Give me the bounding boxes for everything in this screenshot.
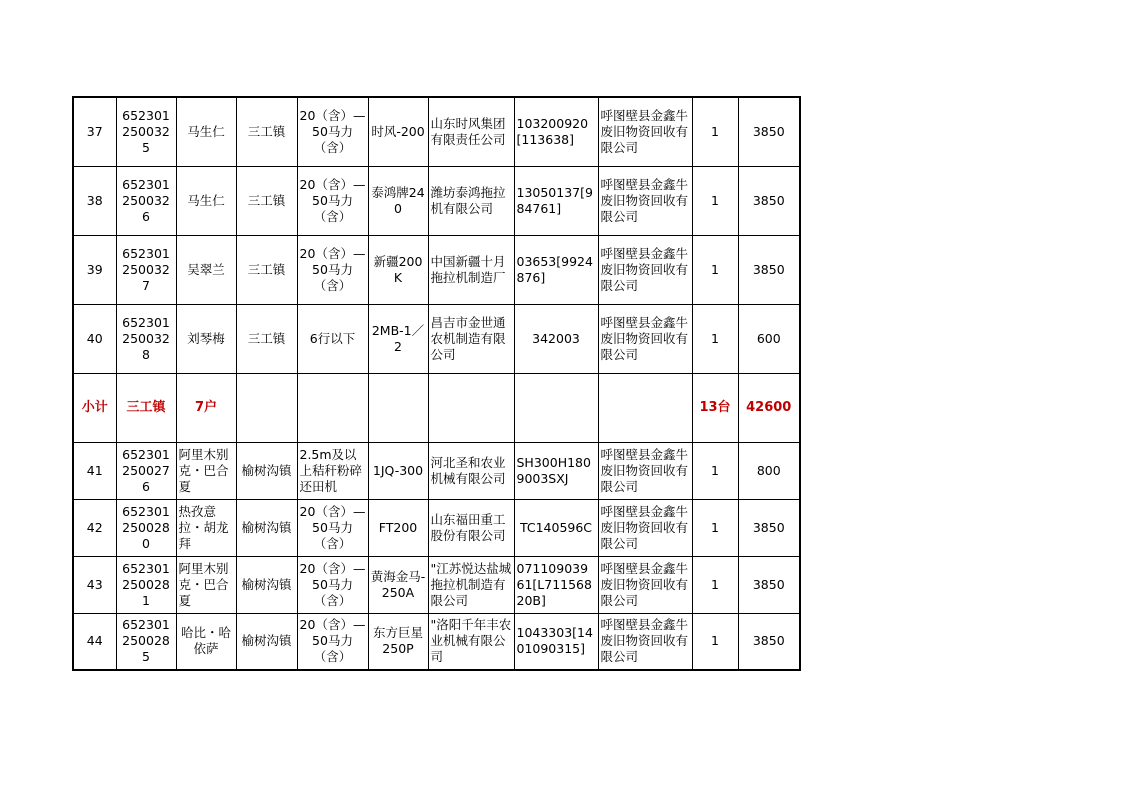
recycler: 呼图壁县金鑫牛废旧物资回收有限公司 — [598, 442, 692, 499]
town: 榆树沟镇 — [236, 556, 297, 613]
recycler: 呼图壁县金鑫牛废旧物资回收有限公司 — [598, 556, 692, 613]
subtotal-row — [73, 373, 800, 442]
row-id: 6523012500276 — [116, 442, 176, 499]
serial-number: 07110903961[L71156820B] — [514, 556, 598, 613]
row-id: 6523012500328 — [116, 304, 176, 373]
machine-spec: 20（含）—50马力（含） — [297, 235, 368, 304]
amount: 3850 — [738, 97, 800, 166]
empty-cell — [428, 373, 514, 442]
town: 榆树沟镇 — [236, 499, 297, 556]
manufacturer: 中国新疆十月拖拉机制造厂 — [428, 235, 514, 304]
row-number: 39 — [73, 235, 116, 304]
table-row — [73, 235, 800, 304]
quantity: 1 — [692, 97, 738, 166]
subtotal-label: 小计 — [73, 373, 116, 442]
owner-name: 马生仁 — [176, 97, 236, 166]
recycler: 呼图壁县金鑫牛废旧物资回收有限公司 — [598, 499, 692, 556]
empty-cell — [514, 373, 598, 442]
machine-model: 2MB-1／2 — [368, 304, 428, 373]
row-id: 6523012500327 — [116, 235, 176, 304]
machine-model: 新疆200K — [368, 235, 428, 304]
row-number: 43 — [73, 556, 116, 613]
owner-name: 阿里木别克・巴合夏 — [176, 556, 236, 613]
machine-spec: 20（含）—50马力（含） — [297, 556, 368, 613]
machine-spec: 20（含）—50马力（含） — [297, 166, 368, 235]
row-number: 41 — [73, 442, 116, 499]
serial-number: TC140596C — [514, 499, 598, 556]
amount: 3850 — [738, 613, 800, 670]
serial-number: 342003 — [514, 304, 598, 373]
quantity: 1 — [692, 499, 738, 556]
manufacturer: 河北圣和农业机械有限公司 — [428, 442, 514, 499]
subtotal-quantity: 13台 — [692, 373, 738, 442]
quantity: 1 — [692, 304, 738, 373]
table-row — [73, 97, 800, 166]
machine-model: 泰鸿牌240 — [368, 166, 428, 235]
town: 三工镇 — [236, 304, 297, 373]
row-number: 42 — [73, 499, 116, 556]
recycler: 呼图壁县金鑫牛废旧物资回收有限公司 — [598, 166, 692, 235]
machine-model: FT200 — [368, 499, 428, 556]
serial-number: 13050137[984761] — [514, 166, 598, 235]
town: 三工镇 — [236, 235, 297, 304]
amount: 3850 — [738, 166, 800, 235]
table-row — [73, 613, 800, 670]
machine-spec: 6行以下 — [297, 304, 368, 373]
manufacturer: 山东福田重工股份有限公司 — [428, 499, 514, 556]
manufacturer: "江苏悦达盐城拖拉机制造有限公司 — [428, 556, 514, 613]
table-row — [73, 304, 800, 373]
row-id: 6523012500280 — [116, 499, 176, 556]
row-id: 6523012500325 — [116, 97, 176, 166]
row-number: 44 — [73, 613, 116, 670]
machine-model: 黄海金马-250A — [368, 556, 428, 613]
recycler: 呼图壁县金鑫牛废旧物资回收有限公司 — [598, 97, 692, 166]
empty-cell — [297, 373, 368, 442]
empty-cell — [236, 373, 297, 442]
amount: 600 — [738, 304, 800, 373]
owner-name: 马生仁 — [176, 166, 236, 235]
empty-cell — [368, 373, 428, 442]
town: 三工镇 — [236, 97, 297, 166]
table-row — [73, 442, 800, 499]
quantity: 1 — [692, 442, 738, 499]
recycler: 呼图壁县金鑫牛废旧物资回收有限公司 — [598, 613, 692, 670]
owner-name: 阿里木别克・巴合夏 — [176, 442, 236, 499]
machine-spec: 20（含）—50马力（含） — [297, 499, 368, 556]
amount: 800 — [738, 442, 800, 499]
recycler: 呼图壁县金鑫牛废旧物资回收有限公司 — [598, 235, 692, 304]
subtotal-amount: 42600 — [738, 373, 800, 442]
row-number: 38 — [73, 166, 116, 235]
row-id: 6523012500285 — [116, 613, 176, 670]
serial-number: 1043303[1401090315] — [514, 613, 598, 670]
owner-name: 热孜意拉・胡龙拜 — [176, 499, 236, 556]
amount: 3850 — [738, 556, 800, 613]
amount: 3850 — [738, 235, 800, 304]
machine-model: 时风-200 — [368, 97, 428, 166]
empty-cell — [598, 373, 692, 442]
quantity: 1 — [692, 235, 738, 304]
serial-number: 103200920[113638] — [514, 97, 598, 166]
row-number: 37 — [73, 97, 116, 166]
row-number: 40 — [73, 304, 116, 373]
quantity: 1 — [692, 613, 738, 670]
amount: 3850 — [738, 499, 800, 556]
subtotal-households: 7户 — [176, 373, 236, 442]
subsidy-table — [72, 96, 801, 671]
owner-name: 哈比・哈依萨 — [176, 613, 236, 670]
owner-name: 吴翠兰 — [176, 235, 236, 304]
manufacturer: 潍坊泰鸿拖拉机有限公司 — [428, 166, 514, 235]
table-row — [73, 499, 800, 556]
machine-model: 1JQ-300 — [368, 442, 428, 499]
manufacturer: 山东时风集团有限责任公司 — [428, 97, 514, 166]
table-row — [73, 166, 800, 235]
manufacturer: 昌吉市金世通农机制造有限公司 — [428, 304, 514, 373]
town: 榆树沟镇 — [236, 442, 297, 499]
town: 榆树沟镇 — [236, 613, 297, 670]
serial-number: 03653[9924876] — [514, 235, 598, 304]
machine-spec: 2.5m及以上秸秆粉碎还田机 — [297, 442, 368, 499]
machine-spec: 20（含）—50马力（含） — [297, 97, 368, 166]
quantity: 1 — [692, 556, 738, 613]
machine-model: 东方巨星250P — [368, 613, 428, 670]
subtotal-town: 三工镇 — [116, 373, 176, 442]
row-id: 6523012500281 — [116, 556, 176, 613]
serial-number: SH300H1809003SXJ — [514, 442, 598, 499]
quantity: 1 — [692, 166, 738, 235]
town: 三工镇 — [236, 166, 297, 235]
row-id: 6523012500326 — [116, 166, 176, 235]
table-row — [73, 556, 800, 613]
owner-name: 刘琴梅 — [176, 304, 236, 373]
recycler: 呼图壁县金鑫牛废旧物资回收有限公司 — [598, 304, 692, 373]
machine-spec: 20（含）—50马力（含） — [297, 613, 368, 670]
manufacturer: "洛阳千年丰农业机械有限公司 — [428, 613, 514, 670]
